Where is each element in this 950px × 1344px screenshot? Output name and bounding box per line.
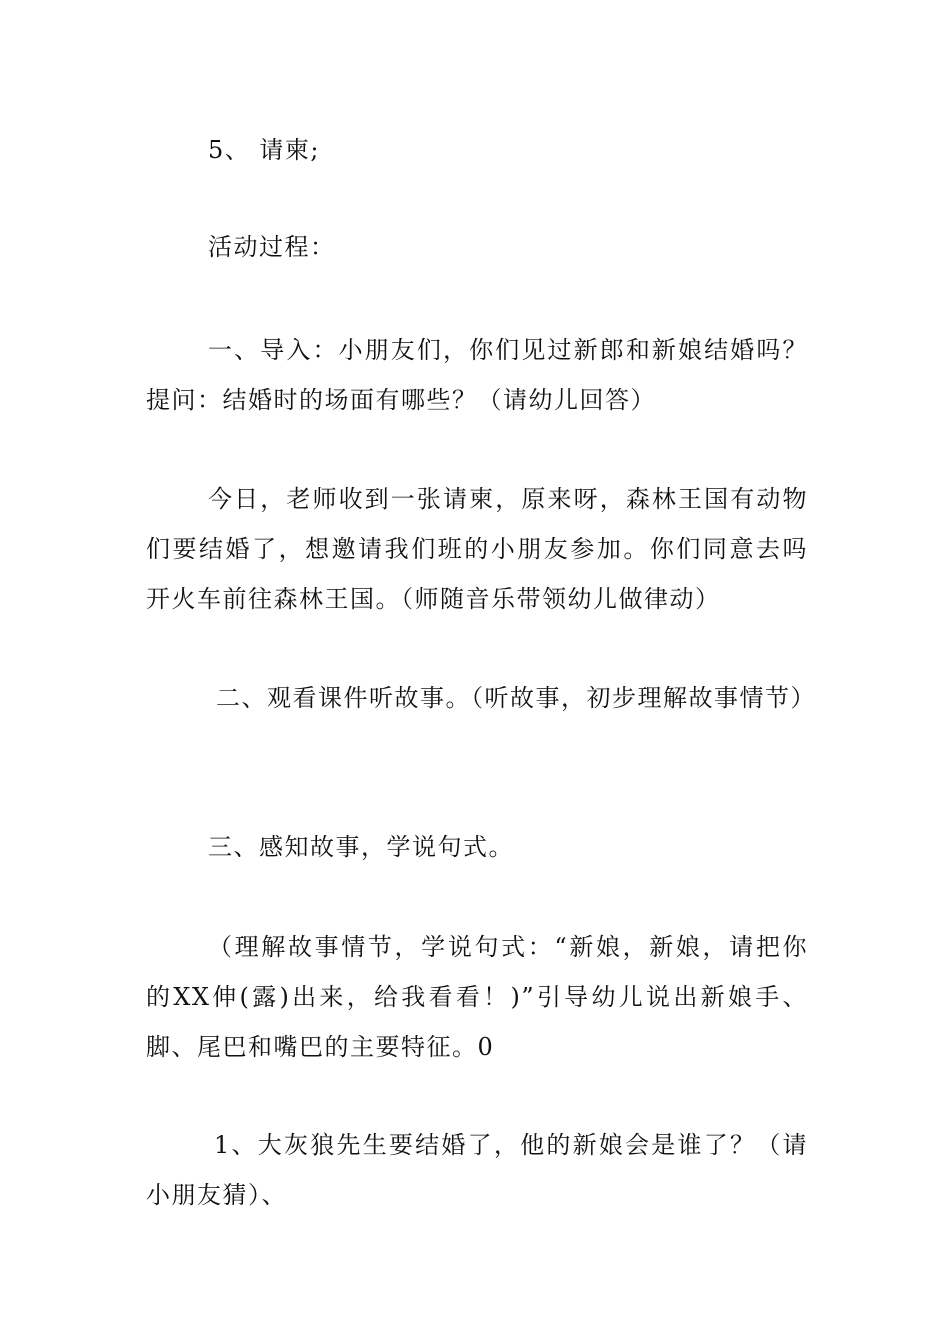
paragraph-perceive-story: 三、感知故事，学说句式。 <box>208 833 514 861</box>
paragraph-invitation-item: 5、 请柬; <box>208 136 320 164</box>
paragraph-activity-process-heading: 活动过程： <box>208 233 336 261</box>
paragraph-watch-courseware: 二、观看课件听故事。（听故事，初步理解故事情节） <box>216 684 816 712</box>
paragraph-big-wolf-question: 1、大灰狼先生要结婚了，他的新娘会是谁了？（请小朋友猜）、 <box>146 1131 808 1209</box>
paragraph-sentence-pattern: （理解故事情节，学说句式：“新娘，新娘，请把你的XX伸(露)出来，给我看看！)”引导幼儿说出新娘手、脚、尾巴和嘴巴的主要特征。0 <box>146 933 808 1061</box>
paragraph-invitation-story: 今日，老师收到一张请柬，原来呀，森林王国有动物们要结婚了，想邀请我们班的小朋友参加。你们同意去吗开火车前往森林王国。（师随音乐带领幼儿做律动） <box>146 485 808 613</box>
paragraph-introduction: 一、导入：小朋友们，你们见过新郎和新娘结婚吗？提问：结婚时的场面有哪些？（请幼儿回答） <box>146 336 808 414</box>
